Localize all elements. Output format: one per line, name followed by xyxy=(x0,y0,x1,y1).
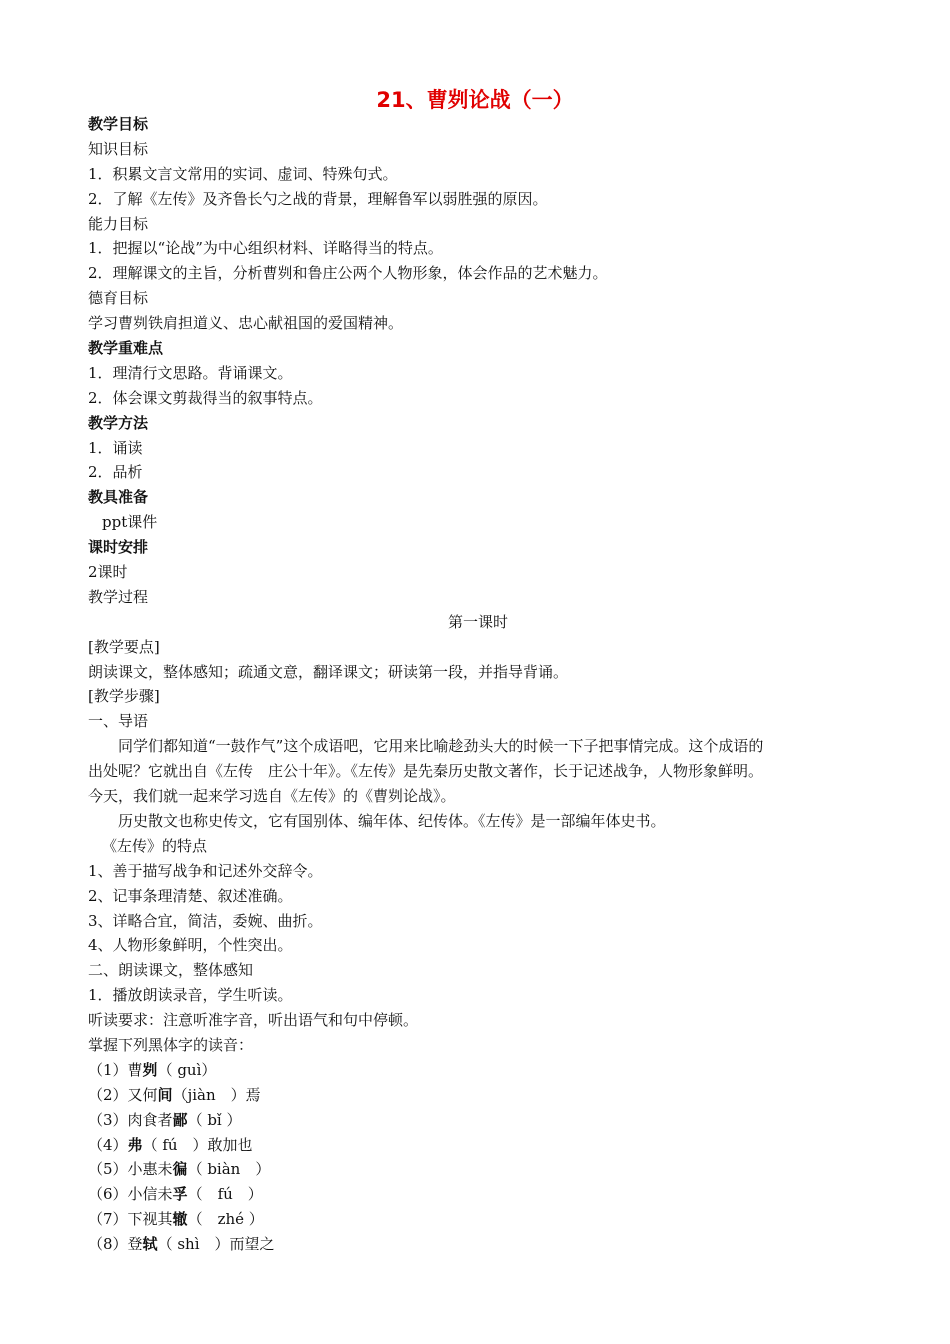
list-item: 2．理解课文的主旨，分析曹刿和鲁庄公两个人物形象，体会作品的艺术魅力。 xyxy=(88,264,608,283)
pronunciation-item xyxy=(88,1232,868,1257)
list-item: 1．理清行文思路。背诵课文。 xyxy=(88,363,293,382)
pron-suffix: （ bǐ ） xyxy=(187,1110,242,1129)
pron-prefix: （4） xyxy=(88,1135,128,1154)
pronunciation-item xyxy=(88,1058,868,1083)
list-item: 2、记事条理清楚、叙述准确。 xyxy=(88,886,293,905)
pron-prefix: （5）小惠未 xyxy=(88,1160,173,1179)
list-item: 1．把握以“论战”为中心组织材料、详略得当的特点。 xyxy=(88,239,443,258)
pron-bold-char: 间 xyxy=(157,1085,173,1104)
list-item: 2．品析 xyxy=(88,463,143,482)
pronunciation-item xyxy=(88,1182,868,1207)
pron-suffix: （jiàn ）焉 xyxy=(172,1085,261,1104)
subheading-moral: 德育目标 xyxy=(88,289,149,308)
paragraph-line: 今天，我们就一起来学习选自《左传》的《曹刿论战》。 xyxy=(88,787,456,806)
paragraph: 教学过程 xyxy=(88,587,149,606)
pron-suffix: （ guì） xyxy=(157,1060,217,1079)
label: [教学要点] xyxy=(88,637,160,656)
pronunciation-item xyxy=(88,1133,868,1158)
pron-prefix: （8）登 xyxy=(88,1235,143,1254)
pron-suffix: （ biàn ） xyxy=(187,1160,271,1179)
pronunciation-item xyxy=(88,1108,868,1133)
list-item: 2．了解《左传》及齐鲁长勺之战的背景，理解鲁军以弱胜强的原因。 xyxy=(88,189,548,208)
page-title: 21、曹刿论战（一） xyxy=(376,88,574,112)
pronunciation-item xyxy=(88,1157,868,1182)
list-item: 1、善于描写战争和记述外交辞令。 xyxy=(88,861,323,880)
paragraph-line: 出处呢？它就出自《左传 庄公十年》。《左传》是先秦历史散文著作，长于记述战争，人物形象鲜明。 xyxy=(88,762,764,781)
section-heading-tools: 教具准备 xyxy=(88,488,149,507)
pron-prefix: （6）小信未 xyxy=(88,1185,173,1204)
list-item: 1．播放朗读录音，学生听读。 xyxy=(88,986,293,1005)
pron-bold-char: 刿 xyxy=(142,1060,158,1079)
list-item: 4、人物形象鲜明，个性突出。 xyxy=(88,936,293,955)
subheading-knowledge: 知识目标 xyxy=(88,139,149,158)
pron-bold-char: 弗 xyxy=(127,1135,143,1154)
subheading-ability: 能力目标 xyxy=(88,214,149,233)
subheading-zuozhuan: 《左传》的特点 xyxy=(102,836,208,855)
pron-bold-char: 孚 xyxy=(172,1185,188,1204)
list-item: 2．体会课文剪裁得当的叙事特点。 xyxy=(88,388,323,407)
paragraph: 听读要求：注意听准字音，听出语气和句中停顿。 xyxy=(88,1011,419,1030)
pronunciation-item xyxy=(88,1083,868,1108)
subheading-reading: 二、朗读课文，整体感知 xyxy=(88,961,254,980)
pron-suffix: （ fú ）敢加也 xyxy=(142,1135,253,1154)
lesson-heading: 第一课时 xyxy=(447,612,508,631)
section-heading-goals: 教学目标 xyxy=(88,115,149,133)
pron-bold-char: 轼 xyxy=(142,1235,158,1254)
pron-prefix: （2）又何 xyxy=(88,1085,158,1104)
pron-suffix: （ shì ）而望之 xyxy=(157,1235,275,1254)
list-item: 1．积累文言文常用的实词、虚词、特殊句式。 xyxy=(88,164,398,183)
paragraph: 2课时 xyxy=(88,563,128,582)
paragraph-line: 历史散文也称史传文，它有国别体、编年体、纪传体。《左传》是一部编年体史书。 xyxy=(118,811,666,830)
section-heading-key-points: 教学重难点 xyxy=(88,339,164,358)
pron-bold-char: 辙 xyxy=(172,1210,188,1229)
document-body xyxy=(88,112,868,1257)
paragraph-line: 同学们都知道“一鼓作气”这个成语吧，它用来比喻趁劲头大的时候一下子把事情完成。这个成语的 xyxy=(118,737,764,756)
list-item: 3、详略合宜，简洁，委婉、曲折。 xyxy=(88,911,323,930)
pron-prefix: （1）曹 xyxy=(88,1060,143,1079)
section-heading-methods: 教学方法 xyxy=(88,413,149,432)
label: [教学步骤] xyxy=(88,687,160,706)
subheading-intro: 一、导语 xyxy=(88,712,149,731)
pron-suffix: （ fú ） xyxy=(187,1185,263,1204)
pron-bold-char: 徧 xyxy=(172,1160,188,1179)
pron-prefix: （3）肉食者 xyxy=(88,1110,173,1129)
paragraph: ppt课件 xyxy=(102,513,158,532)
list-item: 1．诵读 xyxy=(88,438,143,457)
section-heading-schedule: 课时安排 xyxy=(88,538,149,557)
pron-bold-char: 鄙 xyxy=(172,1110,188,1129)
pron-prefix: （7）下视其 xyxy=(88,1210,173,1229)
paragraph: 学习曹刿铁肩担道义、忠心献祖国的爱国精神。 xyxy=(88,314,404,333)
pron-suffix: （ zhé ） xyxy=(187,1210,264,1229)
paragraph: 掌握下列黑体字的读音： xyxy=(88,1035,254,1054)
pronunciation-item xyxy=(88,1207,868,1232)
paragraph: 朗读课文，整体感知；疏通文意，翻译课文；研读第一段，并指导背诵。 xyxy=(88,662,569,681)
